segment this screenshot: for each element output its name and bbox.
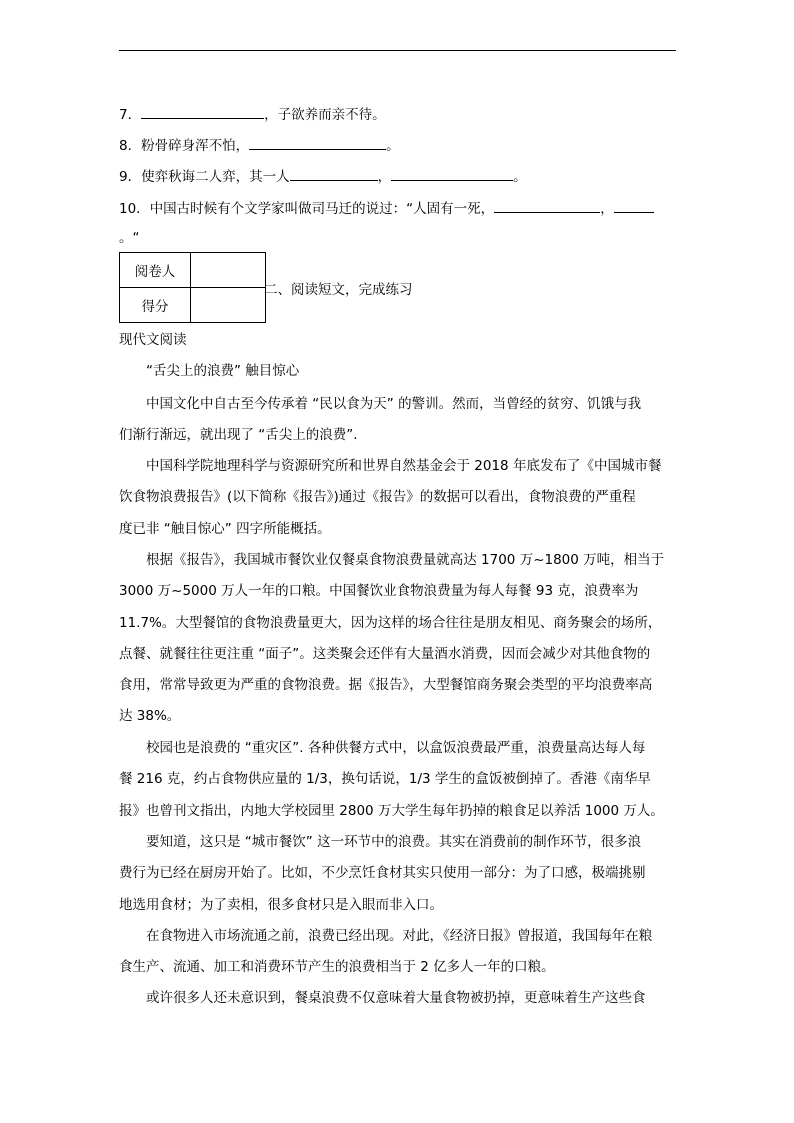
question-text: 使弈秋诲二人弈，其一人 — [141, 169, 290, 185]
question-number: 10． — [119, 201, 150, 217]
score-label: 得分 — [120, 288, 191, 323]
question-10 — [119, 197, 654, 219]
question-text: ， — [600, 201, 614, 217]
grader-table — [119, 252, 266, 323]
question-text: 。 — [386, 138, 400, 154]
grader-label: 阅卷人 — [120, 253, 191, 288]
paragraph-6: 在食物进入市场流通之前，浪费已经出现。对此，《经济日报》曾报道，我国每年在粮 食生产、流通、加工和消费环节产生的浪费相当于 2 亿多人一年的口粮。 — [119, 928, 653, 976]
header-rule — [119, 50, 676, 51]
answer-blank[interactable] — [494, 197, 600, 213]
question-number: 9． — [119, 169, 142, 185]
score-value-cell[interactable] — [191, 288, 266, 323]
question-text: 。 — [513, 169, 527, 185]
question-number: 7． — [119, 107, 142, 123]
question-text: 中国古时候有个文学家叫做司马迁的说过：“人固有一死， — [149, 201, 495, 217]
question-text: 。“ — [119, 230, 140, 246]
question-text: 粉骨碎身浑不怕， — [141, 138, 250, 154]
answer-blank[interactable] — [141, 103, 264, 119]
answer-blank[interactable] — [614, 197, 654, 213]
paragraph-2: 中国科学院地理科学与资源研究所和世界自然基金会于 2018 年底发布了《中国城市餐 饮食物浪费报告》(以下简称《报告》)通过《报告》的数据可以看出，食物浪费的严重程 度已非 “触目惊心” 四字所能概括。 — [119, 458, 662, 537]
answer-blank[interactable] — [290, 165, 378, 181]
question-9 — [119, 165, 527, 187]
reading-category: 现代文阅读 — [119, 332, 187, 348]
paragraph-5: 要知道，这只是 “城市餐饮” 这一环节中的浪费。其实在消费前的制作环节，很多浪 费行为已经在厨房开始了。比如，不少烹饪食材其实只使用一部分：为了口感，极端挑剔 地选用食材；为了卖相，很多食材只是入眼而非入口。 — [119, 834, 646, 913]
section-title: 二、阅读短文，完成练习 — [264, 282, 413, 298]
grader-value-cell[interactable] — [191, 253, 266, 288]
question-7 — [119, 103, 386, 125]
paragraph-3: 根据《报告》，我国城市餐饮业仅餐桌食物浪费量就高达 1700 万~1800 万吨，相当于 3000 万~5000 万人一年的口粮。中国餐饮业食物浪费量为每人每餐 93 克，浪费率为 11.7%。大型餐馆的食物浪费量更大，因为这样的场合往往是朋友相见、商务聚会的场所， 点餐、就餐往往更注重 “面子”。这类聚会还伴有大量酒水消费，因而会减少对其他食物的 食用，常常导致更为严重的食物浪费。据《报告》，大型餐馆商务聚会类型的平均浪费率高 达 38%。 — [119, 552, 665, 725]
paragraph-4: 校园也是浪费的 “重灾区”. 各种供餐方式中，以盒饭浪费最严重，浪费量高达每人每 餐 216 克，约占食物供应量的 1/3，换句话说，1/3 学生的盒饭被倒掉了。香港《南华早 报》也曾刊文指出，内地大学校园里 2800 万大学生每年扔掉的粮食足以养活 1000 万人。 — [119, 740, 664, 819]
question-text: ， — [377, 169, 392, 185]
article-title: “舌尖上的浪费” 触目惊心 — [146, 363, 300, 379]
question-number: 8． — [119, 138, 142, 154]
paragraph-7: 或许很多人还未意识到，餐桌浪费不仅意味着大量食物被扔掉，更意味着生产这些食 — [146, 990, 646, 1006]
question-8 — [119, 134, 400, 156]
question-10-continuation — [119, 228, 140, 248]
question-text: ，子欲养而亲不待。 — [264, 107, 386, 123]
answer-blank[interactable] — [391, 165, 513, 181]
paragraph-1: 中国文化中自古至今传承着 “民以食为天” 的警训。然而，当曾经的贫穷、饥饿与我 们渐行渐远，就出现了 “舌尖上的浪费”. — [119, 396, 642, 444]
answer-blank[interactable] — [249, 134, 386, 150]
